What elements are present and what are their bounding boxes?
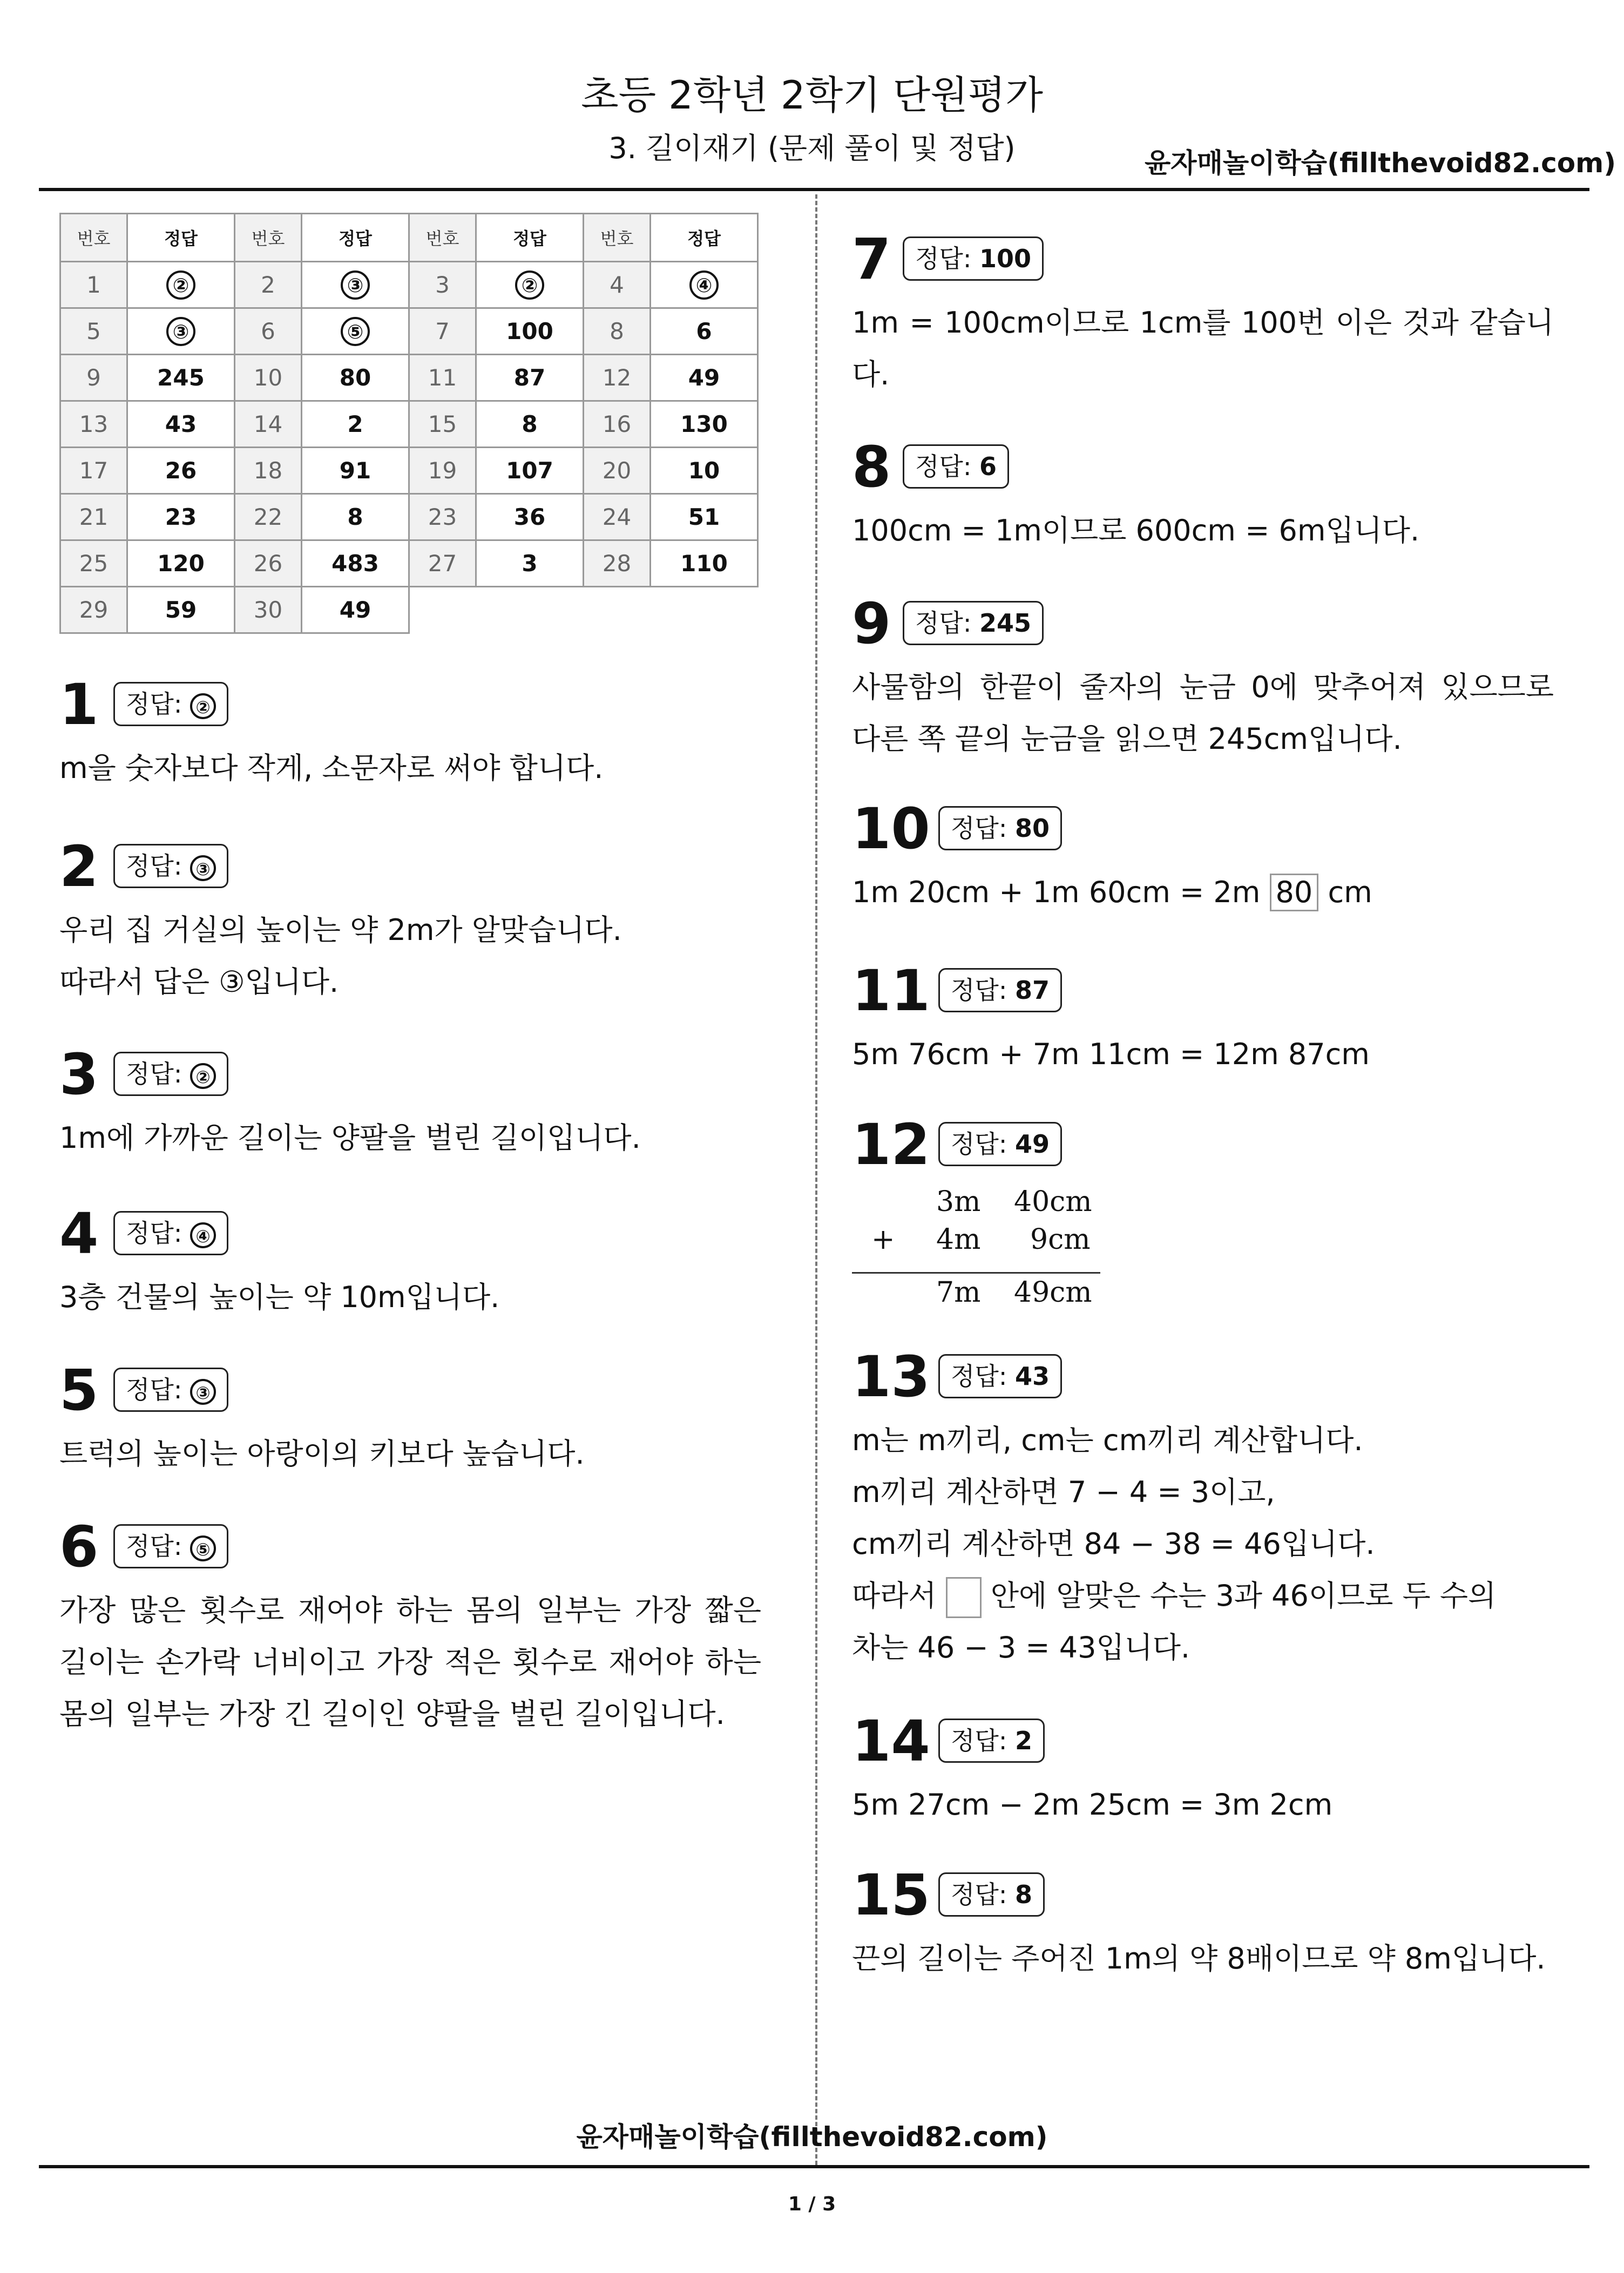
problem-number: 8 (852, 434, 891, 500)
question-number-cell: 27 (409, 540, 476, 587)
question-number-cell: 30 (235, 587, 302, 633)
answer-badge: 정답: ② (113, 1052, 228, 1096)
explanation-line: m을 숫자보다 작게, 소문자로 써야 합니다. (59, 751, 604, 785)
site-name-header: 윤자매놀이학습(fillthevoid82.com) (1145, 147, 1616, 179)
answer-badge: 정답: 6 (903, 444, 1009, 489)
answer-cell: 6 (651, 308, 758, 355)
answer-badge: 정답: 2 (938, 1719, 1045, 1763)
answer-cell: 100 (476, 308, 584, 355)
table-row (60, 262, 758, 308)
problem-number: 7 (852, 226, 891, 292)
explanation-line: 1m에 가까운 길이는 양팔을 벌린 길이입니다. (59, 1121, 641, 1155)
blank-box (946, 1577, 982, 1618)
problem-number: 15 (852, 1862, 930, 1928)
answer-cell: 91 (302, 448, 409, 494)
answer-cell: 80 (302, 355, 409, 401)
problem-8 (852, 435, 1554, 557)
answer-badge: 정답: ② (113, 682, 228, 726)
question-number-cell: 7 (409, 308, 476, 355)
column-divider (815, 194, 817, 2165)
question-number-cell: 13 (60, 401, 127, 448)
table-header-number: 번호 (235, 214, 302, 262)
answer-cell: 245 (127, 355, 235, 401)
answer-cell: 49 (302, 587, 409, 633)
table-header-answer: 정답 (476, 214, 584, 262)
explanation-line: 가장 많은 횟수로 재어야 하는 몸의 일부는 가장 짧은 길이는 손가락 너비이고 가장 적은 횟수로 재어야 하는 몸의 일부는 가장 긴 길이인 양팔을 벌린 길이입니다. (59, 1593, 761, 1731)
problem-number: 12 (852, 1112, 930, 1178)
table-row (60, 540, 758, 587)
problem-13 (852, 1344, 1554, 1674)
question-number-cell: 19 (409, 448, 476, 494)
problem-4 (59, 1201, 761, 1323)
answer-badge: 정답: ③ (113, 1368, 228, 1412)
problem-number: 4 (59, 1201, 99, 1267)
table-header-answer: 정답 (651, 214, 758, 262)
problem-number: 6 (59, 1514, 99, 1580)
answer-badge: 정답: 49 (938, 1122, 1062, 1166)
answer-cell: ⑤ (302, 308, 409, 355)
answer-badge: 정답: ③ (113, 844, 228, 888)
answer-badge: 정답: 43 (938, 1354, 1062, 1398)
answer-cell: 483 (302, 540, 409, 587)
problem-3 (59, 1042, 761, 1164)
answer-cell: ② (476, 262, 584, 308)
problem-5 (59, 1358, 761, 1480)
explanation-line: 차는 46 − 3 = 43입니다. (852, 1631, 1190, 1665)
question-number-cell: 9 (60, 355, 127, 401)
table-header-answer: 정답 (302, 214, 409, 262)
answer-cell: 3 (476, 540, 584, 587)
question-number-cell: 11 (409, 355, 476, 401)
question-number-cell: 26 (235, 540, 302, 587)
problem-14 (852, 1709, 1554, 1831)
problem-number: 11 (852, 958, 930, 1024)
answer-badge: 정답: 80 (938, 806, 1062, 850)
table-row (60, 308, 758, 355)
answer-cell: 120 (127, 540, 235, 587)
problem-number: 14 (852, 1708, 930, 1774)
answer-badge: 정답: 245 (903, 601, 1044, 645)
problem-6 (59, 1514, 761, 1740)
question-number-cell: 28 (584, 540, 651, 587)
question-number-cell: 1 (60, 262, 127, 308)
question-number-cell: 8 (584, 308, 651, 355)
problem-11 (852, 958, 1554, 1080)
problem-number: 13 (852, 1344, 930, 1410)
table-header-number: 번호 (409, 214, 476, 262)
answer-cell: 26 (127, 448, 235, 494)
question-number-cell: 2 (235, 262, 302, 308)
question-number-cell: 14 (235, 401, 302, 448)
answer-table (59, 213, 759, 634)
answer-badge: 정답: 100 (903, 236, 1044, 281)
explanation-line: 5m 27cm − 2m 25cm = 3m 2cm (852, 1788, 1333, 1822)
explanation-line: m는 m끼리, cm는 cm끼리 계산합니다. (852, 1423, 1363, 1457)
question-number-cell: 5 (60, 308, 127, 355)
question-number-cell: 24 (584, 494, 651, 540)
explanation-line: 100cm = 1m이므로 600cm = 6m입니다. (852, 513, 1420, 547)
answer-cell: 59 (127, 587, 235, 633)
answer-cell: 107 (476, 448, 584, 494)
answer-box: 80 (1270, 874, 1319, 911)
answer-badge: 정답: ⑤ (113, 1524, 228, 1568)
question-number-cell: 12 (584, 355, 651, 401)
answer-cell: 49 (651, 355, 758, 401)
answer-cell: 36 (476, 494, 584, 540)
problem-1 (59, 672, 761, 794)
question-number-cell: 18 (235, 448, 302, 494)
explanation-line: cm끼리 계산하면 84 − 38 = 46입니다. (852, 1527, 1375, 1561)
question-number-cell: 29 (60, 587, 127, 633)
problem-number: 9 (852, 591, 891, 657)
problem-2 (59, 834, 761, 1008)
answer-cell: 23 (127, 494, 235, 540)
vertical-addition: 3m 40cm + 4m 9cm 7m 49cm (852, 1186, 1554, 1311)
table-row (60, 401, 758, 448)
site-name-footer: 윤자매놀이학습(fillthevoid82.com) (576, 2121, 1048, 2153)
explanation-line: 끈의 길이는 주어진 1m의 약 8배이므로 약 8m입니다. (852, 1941, 1546, 1976)
answer-cell: ③ (127, 308, 235, 355)
table-row (60, 448, 758, 494)
explanation-line: 트럭의 높이는 아랑이의 키보다 높습니다. (59, 1437, 585, 1471)
question-number-cell: 17 (60, 448, 127, 494)
question-number-cell: 23 (409, 494, 476, 540)
problem-number: 1 (59, 672, 99, 738)
problem-number: 10 (852, 796, 930, 862)
explanation-line: 우리 집 거실의 높이는 약 2m가 알맞습니다. (59, 913, 622, 947)
explanation-line: 1m = 100cm이므로 1cm를 100번 이은 것과 같습니다. (852, 306, 1554, 391)
table-row (60, 494, 758, 540)
answer-cell: 8 (302, 494, 409, 540)
table-header-number: 번호 (584, 214, 651, 262)
page-subtitle: 3. 길이재기 (문제 풀이 및 정답) (608, 131, 1016, 165)
problem-12 (852, 1112, 1554, 1311)
answer-cell: 87 (476, 355, 584, 401)
question-number-cell: 21 (60, 494, 127, 540)
answer-cell: 51 (651, 494, 758, 540)
problem-9 (852, 591, 1554, 765)
answer-badge: 정답: 8 (938, 1872, 1045, 1917)
question-number-cell: 3 (409, 262, 476, 308)
problem-number: 3 (59, 1041, 99, 1107)
problem-15 (852, 1863, 1554, 1985)
problem-7 (852, 227, 1554, 401)
question-number-cell: 6 (235, 308, 302, 355)
answer-cell: 10 (651, 448, 758, 494)
explanation-line: 따라서 안에 알맞은 수는 3과 46이므로 두 수의 (852, 1570, 1554, 1622)
answer-cell: 110 (651, 540, 758, 587)
table-header-answer: 정답 (127, 214, 235, 262)
answer-cell: 2 (302, 401, 409, 448)
equation: 1m 20cm + 1m 60cm = 2m (852, 875, 1261, 909)
table-empty-cell (409, 587, 758, 633)
answer-cell: ④ (651, 262, 758, 308)
table-row (60, 587, 758, 633)
question-number-cell: 25 (60, 540, 127, 587)
page-title: 초등 2학년 2학기 단원평가 (581, 72, 1043, 118)
question-number-cell: 15 (409, 401, 476, 448)
answer-cell: 8 (476, 401, 584, 448)
question-number-cell: 4 (584, 262, 651, 308)
explanation-line: 따라서 답은 ③입니다. (59, 965, 339, 999)
explanation-line: 사물함의 한끝이 줄자의 눈금 0에 맞추어져 있으므로 다른 쪽 끝의 눈금을 읽으면 245cm입니다. (852, 670, 1554, 756)
header-rule (39, 188, 1589, 191)
explanation-line: 5m 76cm + 7m 11cm = 12m 87cm (852, 1037, 1370, 1071)
equation-unit: cm (1328, 875, 1372, 909)
page-number: 1 / 3 (788, 2193, 836, 2215)
answer-cell: 43 (127, 401, 235, 448)
answer-badge: 정답: 87 (938, 968, 1062, 1012)
answer-cell: ③ (302, 262, 409, 308)
explanation-line: 3층 건물의 높이는 약 10m입니다. (59, 1280, 500, 1314)
answer-cell: ② (127, 262, 235, 308)
footer-rule (39, 2165, 1589, 2168)
problem-10 (852, 796, 1554, 918)
problem-number: 5 (59, 1357, 99, 1423)
question-number-cell: 20 (584, 448, 651, 494)
answer-badge: 정답: ④ (113, 1211, 228, 1255)
explanation-line: m끼리 계산하면 7 − 4 = 3이고, (852, 1475, 1275, 1509)
answer-cell: 130 (651, 401, 758, 448)
table-header-number: 번호 (60, 214, 127, 262)
question-number-cell: 10 (235, 355, 302, 401)
problem-number: 2 (59, 834, 99, 899)
question-number-cell: 16 (584, 401, 651, 448)
question-number-cell: 22 (235, 494, 302, 540)
table-row (60, 355, 758, 401)
